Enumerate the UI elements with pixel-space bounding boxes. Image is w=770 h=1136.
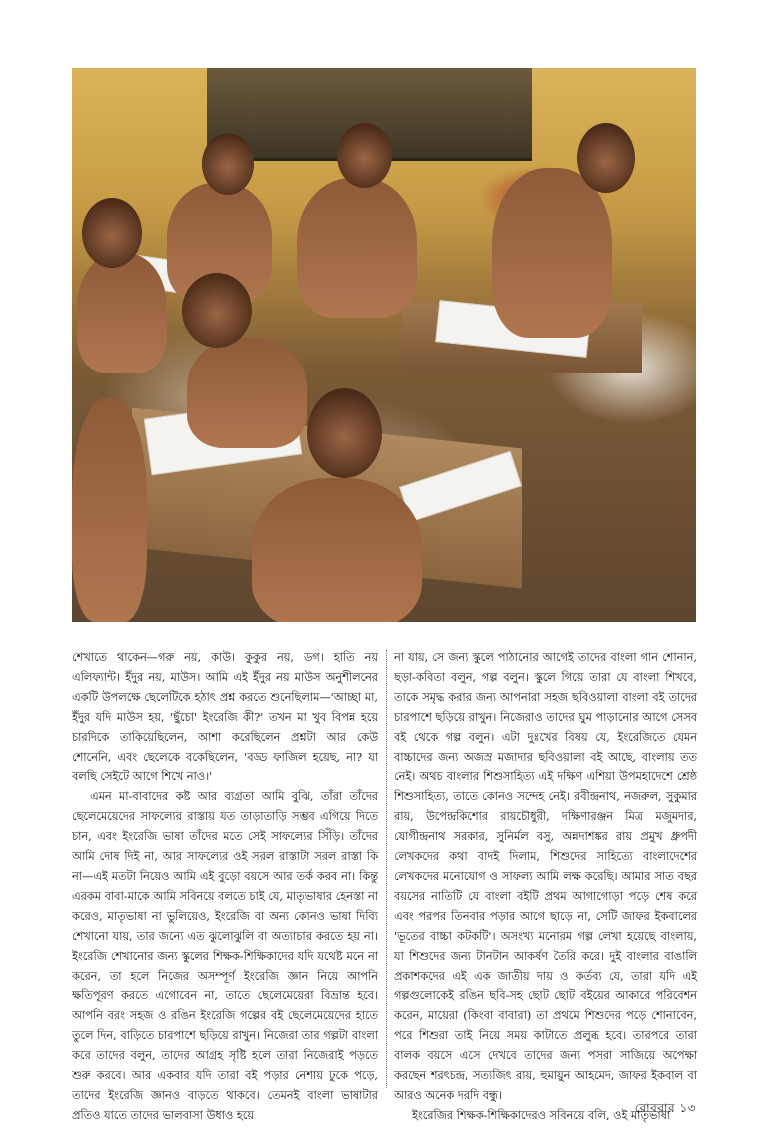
boy-head (307, 388, 382, 478)
boy-head (182, 273, 252, 348)
paragraph: ইংরেজির শিক্ষক-শিক্ষিকাদেরও সবিনয়ে বলি, ওই মাতৃভাষা (412, 1108, 671, 1122)
classroom-photo (72, 68, 696, 622)
boy-head (202, 133, 254, 195)
boy-figure (297, 178, 417, 318)
boy-head (82, 198, 142, 268)
right-column (394, 648, 697, 1126)
paragraph: না যায়, সে জন্য স্কুলে পাঠানোর আগেই তাদের বাংলা গান শোনান, ছড়া-কবিতা বলুন, গল্প বলুন। স্কুলে গিয়ে তারা যে বাংলা শিখবে, তাকে সমৃদ্ধ করার জন্য আপনারা সহজ ছবিওয়ালা বাংলা বই তাদের চারপাশে ছড়িয়ে রাখুন। নিজেরাও তাদের ঘুম পাড়ানোর আগে সেসব বই থেকে গল্প বলুন। এটা দুঃখের বিষয় যে, ইংরেজিতে যেমন বাচ্চাদের জন্য অজস্র মজাদার ছবিওয়ালা বই আছে, বাংলায় তত নেই। অথচ বাংলার শিশুসাহিত্য এই দক্ষিণ এশিয়া উপমহাদেশে শ্রেষ্ঠ শিশুসাহিত্য, তাতে কোনও সন্দেহ নেই। রবীন্দ্রনাথ, নজরুল, সুকুমার রায়, উপেন্দ্রকিশোর রায়চৌধুরী, দক্ষিণারঞ্জন মিত্র মজুমদার, যোগীন্দ্রনাথ সরকার, সুনির্মল বসু, অন্নদাশঙ্কর রায় প্রমুখ ধ্রুপদী লেখকদের কথা বাদই দিলাম, শিশুদের সাহিত্যে বাংলাদেশের লেখকদের মনোযোগ ও সাফল্য আমি লক্ষ করেছি। আমার সাত বছর বয়সের নাতিটি যে বাংলা বইটি প্রথম আগাগোড়া পড়ে শেষ করে এবং পরপর তিনবার পড়ার আগে ছাড়ে না, সেটি জাফর ইকবালের 'ভূতের বাচ্চা কটকটি'। অসংখ্য মনোরম গল্প লেখা হয়েছে বাংলায়, যা শিশুদের জন্য টানটান আকর্ষণ তৈরি করে। দুই বাংলার বাঙালি প্রকাশকদের এই এক জাতীয় দায় ও কর্তব্য যে, তারা যদি এই গল্পগুলোকেই রঙিন ছবি-সহ ছোট ছোট বইয়ের আকারে পরিবেশন করেন, মায়েরা (কিংবা বাবারা) তা প্রথমে শিশুদের পড়ে শোনাবেন, পরে শিশুরা তাই নিয়ে সময় কাটাতে প্রলুব্ধ হবে। তারপরে তারা বালক বয়সে এসে দেখবে তাদের জন্য পসরা সাজিয়ে অপেক্ষা করছেন শরৎচন্দ্র, সত্যজিৎ রায়, হুমায়ুন আহমেদ, জাফর ইকবাল বা আরও অনেক দরদি বন্ধু। (394, 651, 697, 1102)
boy-head (337, 123, 392, 188)
column-divider (386, 650, 387, 1088)
boy-figure (72, 398, 147, 622)
paragraph: শেখাতে থাকেন—গরু নয়, কাউ। কুকুর নয়, ডগ। হাতি নয় এলিফ্যান্ট। ইঁদুর নয়, মাউস। আমি এই ইঁদুর নয় মাউস অনুশীলনের একটি উপলক্ষে ছেলেটিকে হঠাৎ প্রশ্ন করতে শুনেছিলাম—'আচ্ছা মা, ইঁদুর যদি মাউস হয়, 'ছুঁচো' ইংরেজি কী?' তখন মা খুব বিপন্ন হয়ে চারদিকে তাকিয়েছিলেন, আশা করেছিলেন প্রশ্নটা আর কেউ শোনেনি, এবং ছেলেকে বকেছিলেন, 'বড্ড ফাজিল হয়েছ, না? যা বলছি সেইটে আগে শিখে নাও।' (72, 651, 378, 784)
boy-figure (77, 253, 167, 373)
left-column (72, 648, 378, 1126)
boy-figure (252, 478, 422, 622)
boy-figure (492, 168, 612, 338)
boy-head (577, 123, 635, 193)
paragraph: এমন মা-বাবাদের কষ্ট আর ব্যগ্রতা আমি বুঝি, তাঁরা তাঁদের ছেলেমেয়েদের সাফল্যের রাস্তায় যত তাড়াতাড়ি সম্ভব এগিয়ে দিতে চান, এবং ইংরেজি ভাষা তাঁদের মতে সেই সাফল্যের সিঁড়ি। তাঁদের আমি দোষ দিই না, আর সাফল্যের ওই সরল রাস্তাটা সরল রাস্তা কি না—এই মতটা নিয়েও আমি এই বুড়ো বয়সে আর তর্ক করব না। কিন্তু এরকম বাবা-মাকে আমি সবিনয়ে বলতে চাই যে, মাতৃভাষার হেনস্তা না করেও, মাতৃভাষা না ভুলিয়েও, ইংরেজি বা অন্য কোনও ভাষা দিব্যি শেখানো যায়, তার জন্যে এত ঝুলোঝুলি বা অত্যাচার করতে হয় না। ইংরেজি শেখানোর জন্য স্কুলের শিক্ষক-শিক্ষিকাদের যদি যথেষ্ট মনে না করেন, তা হলে নিজের অসম্পূর্ণ ইংরেজি জ্ঞান নিয়ে আপনি ক্ষতিপূরণ করতে এগোবেন না, তাতে ছেলেমেয়েরা বিভ্রান্ত হবে। আপনি বরং সহজ ও রঙিন ইংরেজি গল্পের বই ছেলেমেয়েদের হাতে তুলে দিন, বাড়িতে চারপাশে ছড়িয়ে রাখুন। নিজেরা তার গল্পটা বাংলা করে তাদের বলুন, তাদের আগ্রহ সৃষ্টি হলে তারা নিজেরাই পড়তে শুরু করবে। আর একবার যদি তারা বই পড়ার নেশায় ঢুকে পড়ে, তাদের ইংরেজি জ্ঞানও বাড়তে থাকবে। তেমনই বাংলা ভাষাটার প্রতিও যাতে তাদের ভালবাসা উধাও হয়ে (72, 790, 378, 1122)
page-folio: রোববার ১৩ (634, 1101, 696, 1115)
boy-figure (187, 338, 307, 448)
